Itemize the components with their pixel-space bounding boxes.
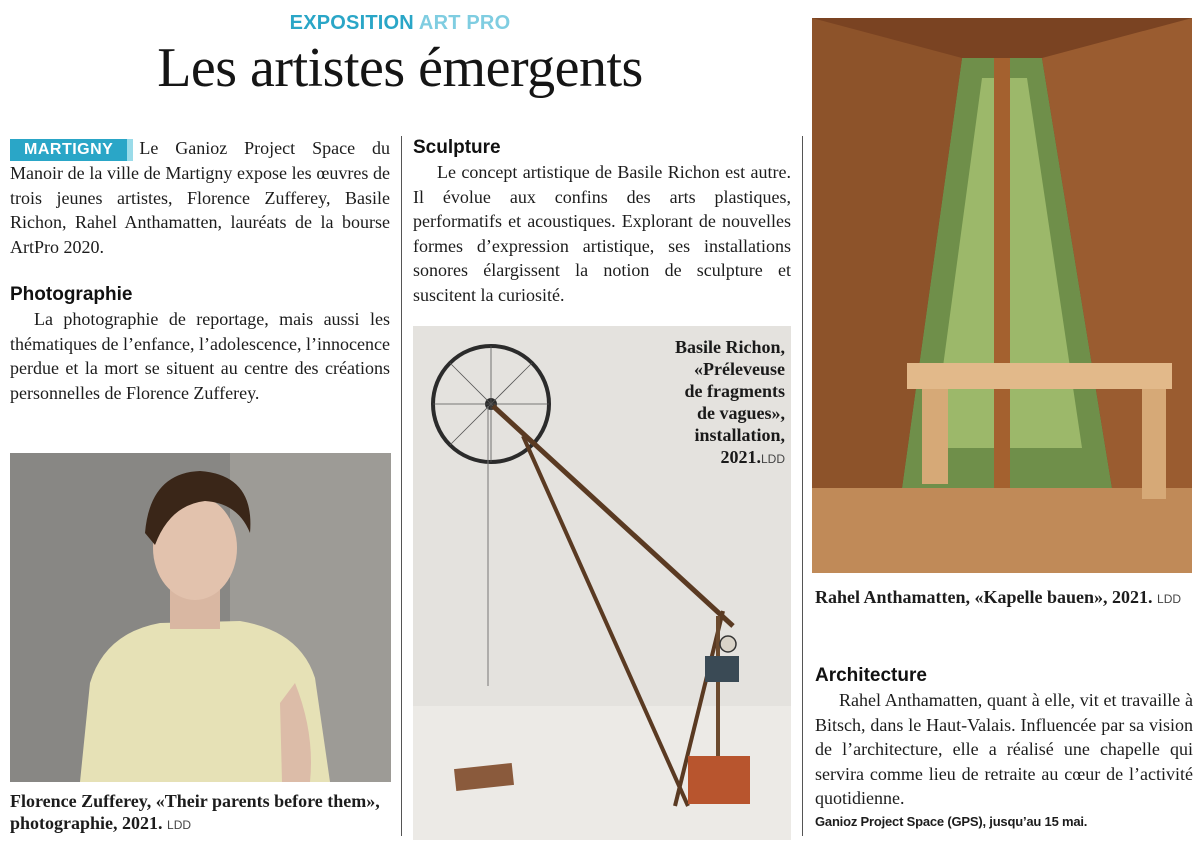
exhibition-info: Ganioz Project Space (GPS), jusqu’au 15 mai. bbox=[815, 813, 1088, 829]
caption-basile-line4: de vagues», bbox=[696, 403, 785, 423]
location-tag: MARTIGNY bbox=[10, 139, 133, 161]
caption-florence-text: Florence Zufferey, «Their parents before them», photographie, 2021. bbox=[10, 791, 380, 833]
caption-basile-line1: Basile Richon, bbox=[674, 337, 785, 357]
intro-text: Le Ganioz Project Space du Manoir de la ville de Martigny expose les œuvres de trois jeunes artistes, Florence Zufferey, Basile Richon, Rahel Anthamatten, lauréats de la bourse ArtPro 2020. bbox=[10, 138, 390, 257]
column-rule-2 bbox=[802, 136, 803, 836]
kicker-artpro: ART PRO bbox=[418, 12, 511, 34]
caption-basile-credit: LDD bbox=[760, 452, 785, 466]
heading-sculpture: Sculpture bbox=[413, 137, 501, 158]
photo-rahel-anthamatten bbox=[812, 18, 1192, 573]
column-2 bbox=[413, 136, 791, 307]
caption-basile bbox=[625, 336, 785, 470]
photographie-text: La photographie de reportage, mais aussi les thématiques de l’enfance, l’adolescence, l’innocence perdue et la mort se situent au centre des créations personnelles de Florence Zufferey. bbox=[10, 309, 390, 403]
heading-architecture: Architecture bbox=[815, 665, 927, 686]
caption-rahel bbox=[815, 586, 1193, 610]
caption-rahel-text: Rahel Anthamatten, «Kapelle bauen», 2021. bbox=[815, 587, 1153, 607]
caption-basile-line3: de fragments bbox=[684, 381, 785, 401]
column-3 bbox=[815, 664, 1193, 831]
kicker-exposition: EXPOSITION bbox=[289, 12, 414, 34]
caption-basile-line6: 2021. bbox=[720, 447, 761, 467]
column-1 bbox=[10, 136, 390, 405]
caption-rahel-credit: LDD bbox=[1157, 592, 1182, 606]
kicker bbox=[0, 12, 800, 35]
photo-basile-richon bbox=[413, 326, 791, 840]
chapel-illustration bbox=[812, 18, 1192, 573]
caption-florence-credit: LDD bbox=[167, 818, 192, 832]
portrait-illustration bbox=[10, 453, 391, 782]
headline: Les artistes émergents bbox=[157, 37, 643, 99]
architecture-text: Rahel Anthamatten, quant à elle, vit et travaille à Bitsch, dans le Haut-Valais. Influencée par sa vision de l’architecture, elle a réalisé une chapelle qui servira comme lieu de retraite au cœur de l’activité quotidienne. bbox=[815, 690, 1193, 808]
heading-photographie: Photographie bbox=[10, 284, 133, 305]
sculpture-text: Le concept artistique de Basile Richon est autre. Il évolue aux confins des arts plastiques, performatifs et acoustiques. Explorant de nouvelles formes d’expression artistique, ses installations sonores élargissent la notion de sculpture et suscitent la curiosité. bbox=[413, 162, 791, 305]
column-rule-1 bbox=[401, 136, 402, 836]
caption-florence bbox=[10, 790, 391, 836]
caption-basile-line2: «Préleveuse bbox=[694, 359, 785, 379]
photo-florence-zufferey bbox=[10, 453, 391, 782]
intro-paragraph bbox=[10, 136, 390, 259]
caption-basile-line5: installation, bbox=[694, 425, 785, 445]
